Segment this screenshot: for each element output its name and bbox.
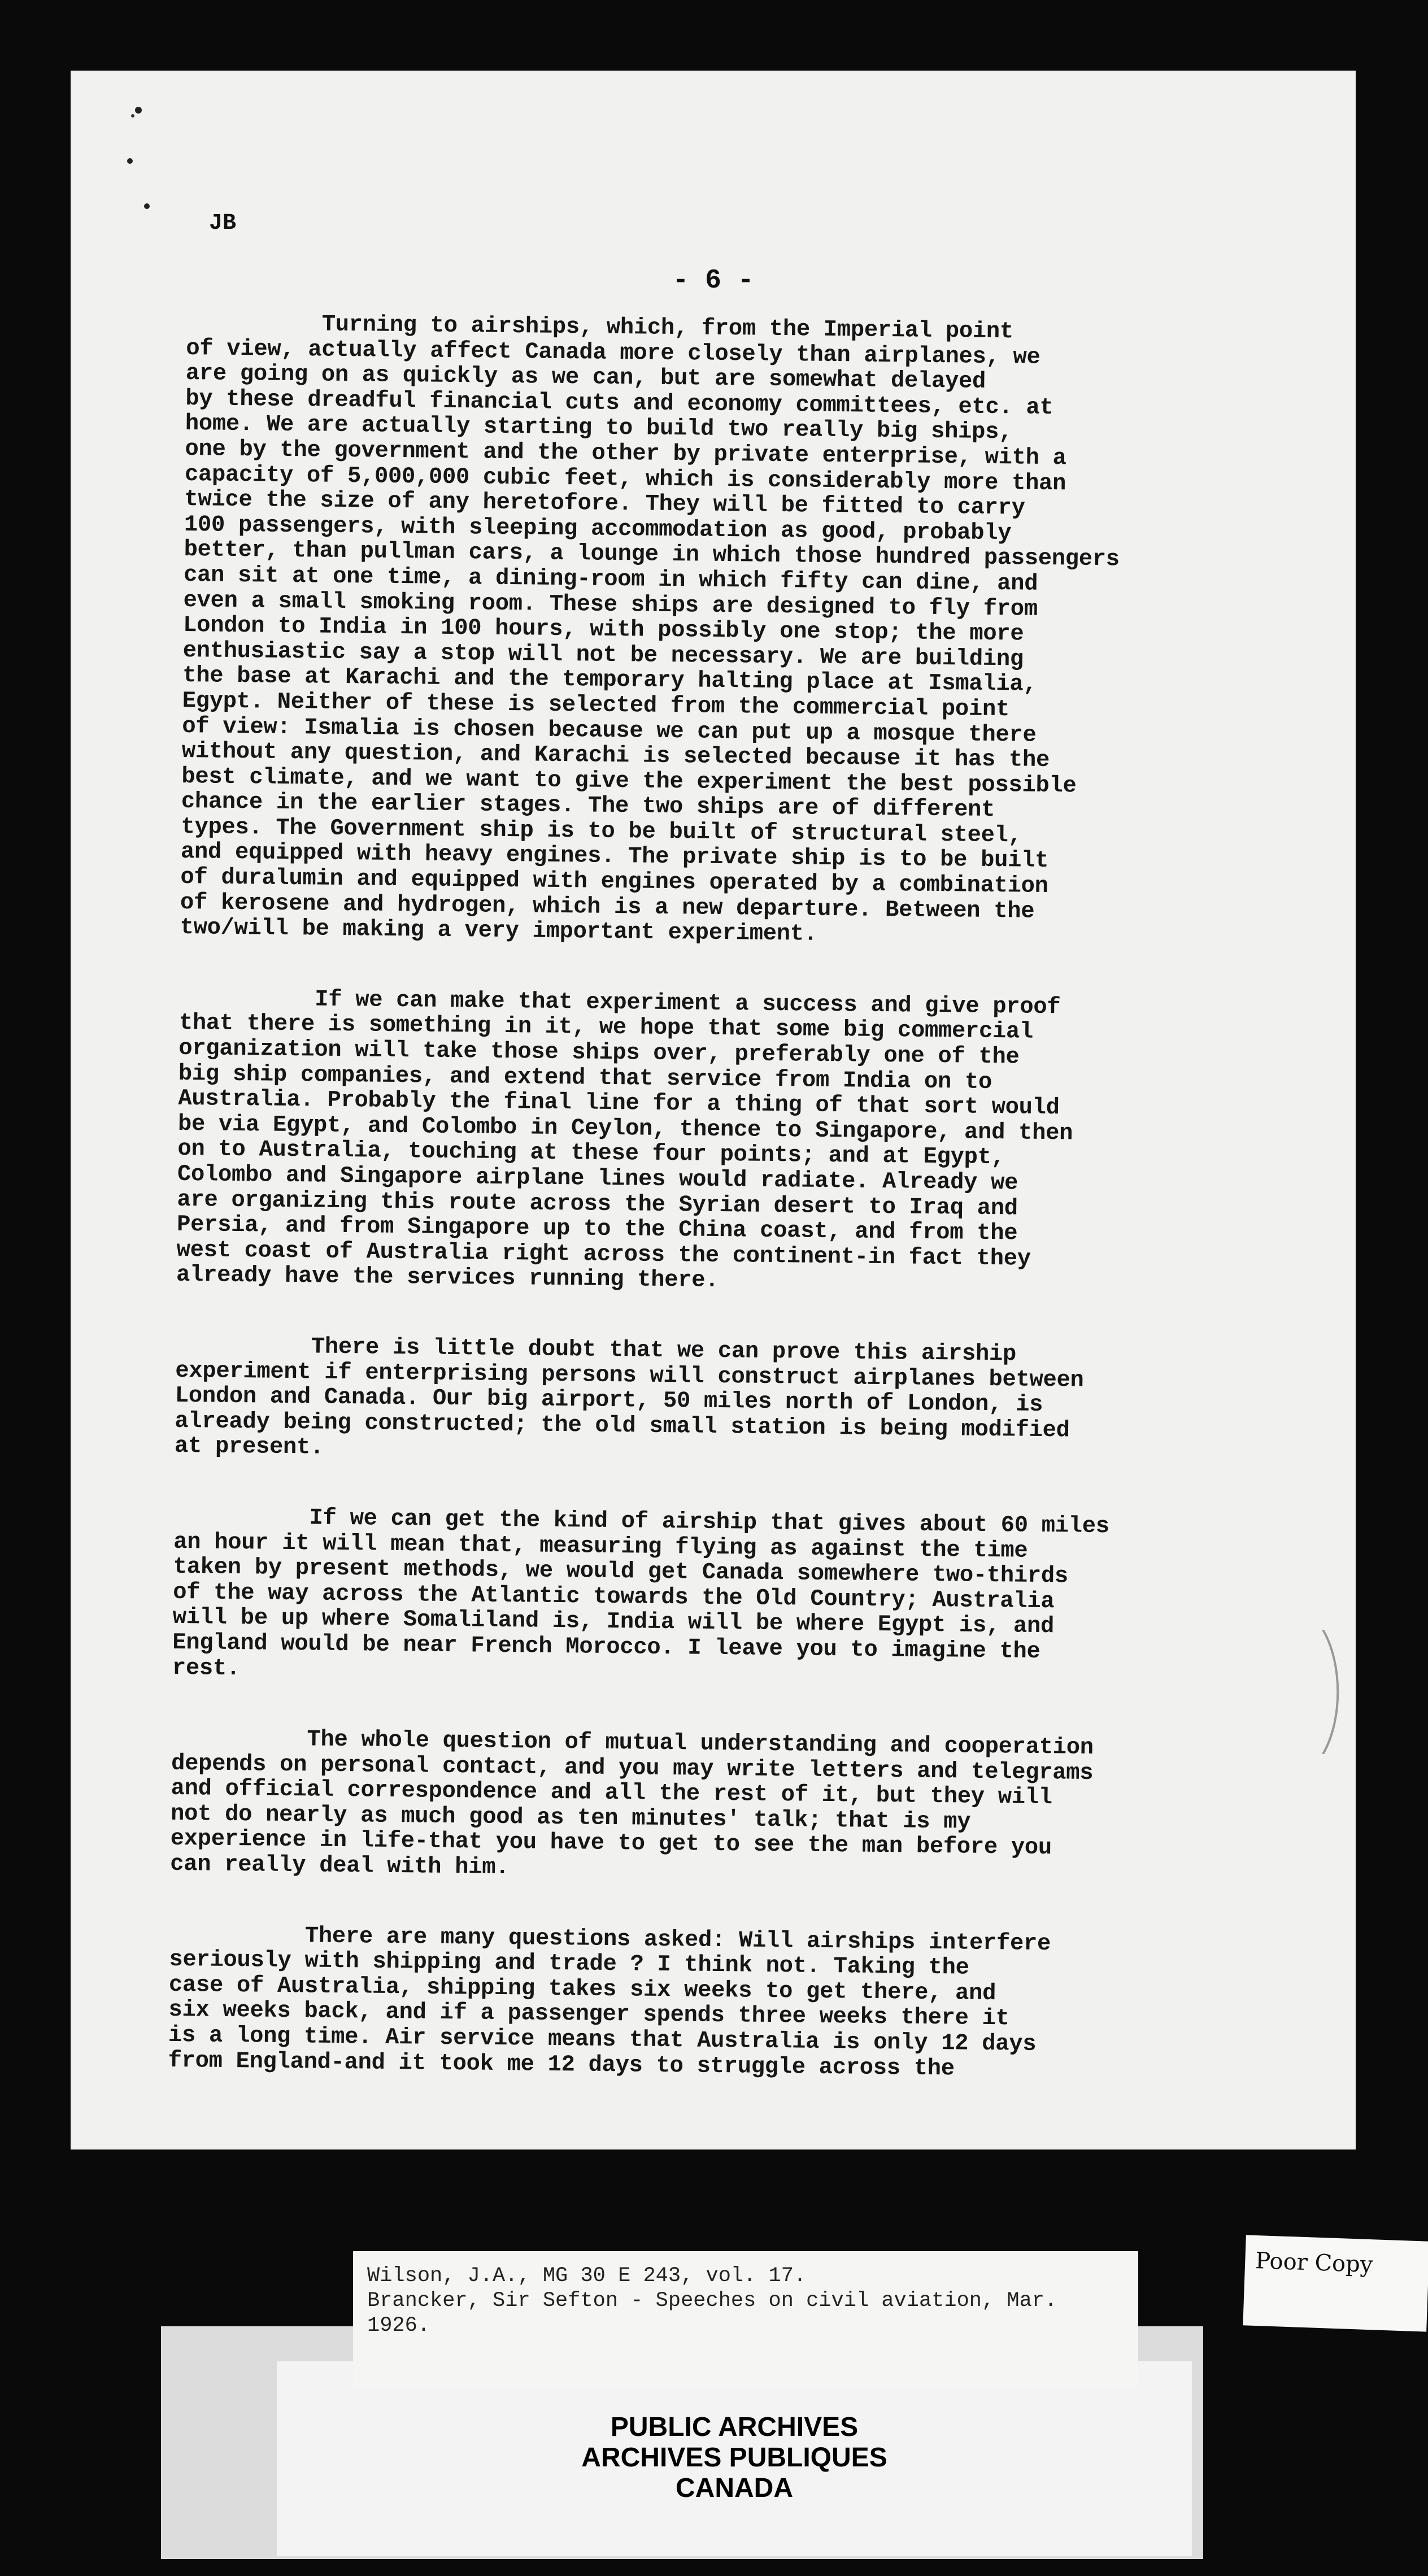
paragraph-airships: Turning to airships, which, from the Imperial point of view, actually affect Canada more closely than airplanes, we are going on as quickly as we can, but are somewhat delayed by these dreadful financial cuts and economy committees, etc. at home. We are actually starting to build two really big ships, one by the government and the other by private enterprise, with a capacity of 5,000,000 cubic feet, which is considerably more than twice the size of any heretofore. They will be fitted to carry 100 passengers, with sleeping accommodation as good, probably better, than pullman cars, a lounge in which those hundred passengers can sit at one time, a dining-room in which fifty can dine, and even a small smoking room. These ships are designed to fly from London to India in 100 hours, with possibly one stop; the more enthusiastic say a stop will not be necessary. We are building the base at Karachi and the temporary halting place at Ismalia, Egypt. Neither of these is selected from the commercial point of view: Ismalia is chosen because we can put up a mosque there without any question, and Karachi is selected because it has the best climate, and we want to give the experiment the best possible chance in the earlier stages. The two ships are of different types. The Government ship is to be built of structural steel, and equipped with heavy engines. The private ship is to be built of duralumin and equipped with engines operated by a combination of kerosene and hydrogen, which is a new departure. Between the two/will be making a very important experiment.	[180, 311, 1120, 948]
paragraph-questions: There are many questions asked: Will airships interfere seriously with shipping and trade ? I think not. Taking the case of Australia, shipping takes six weeks to get there, and six weeks back, and if a passenger spends three weeks there it is a long time. Air service means that Australia is only 12 days from England-and it took me 12 days to struggle across the	[168, 1923, 1051, 2082]
archive-stamp-line2: ARCHIVES PUBLIQUES	[581, 2443, 887, 2473]
archive-label-line2: Brancker, Sir Sefton - Speeches on civil aviation, Mar.	[367, 2289, 1057, 2313]
speck-marks	[116, 93, 184, 223]
handwritten-poor-copy-note: Poor Copy	[1243, 2235, 1428, 2331]
document-page	[71, 71, 1356, 2149]
page-edge-curl	[1317, 1630, 1346, 1754]
paragraph-airport: There is little doubt that we can prove this airship experiment if enterprising persons will construct airplanes between London and Canada. Our big airport, 50 miles north of London, is already being constructed; the old small station is being modified at present.	[174, 1334, 1084, 1461]
archive-stamp	[277, 2412, 1192, 2504]
archive-label-line3: 1926.	[367, 2314, 430, 2338]
paragraph-commercial: If we can make that experiment a success and give proof that there is something in it, we hope that some big commercial organization will take those ships over, preferably one of the big ship companies, and extend that service from India on to Australia. Probably the final line for a thing of that sort would be via Egypt, and Colombo in Ceylon, thence to Singapore, and then on to Australia, touching at these four points; and at Egypt, Colombo and Singapore airplane lines would radiate. Already we are organizing this route across the Syrian desert to Iraq and Persia, and from Singapore up to the China coast, and from the west coast of Australia right across the continent-in fact they already have the services running there.	[176, 986, 1073, 1294]
archive-stamp-line1: PUBLIC ARCHIVES	[610, 2412, 859, 2442]
typist-initials: JB	[209, 211, 237, 236]
archive-reference-label	[353, 2251, 1138, 2387]
archive-stamp-line3: CANADA	[676, 2473, 793, 2503]
paragraph-contact: The whole question of mutual understanding and cooperation depends on personal contact, and you may write letters and telegrams and official correspondence and all the rest of it, but they will not do nearly as much good as ten minutes' talk; that is my experience in life-that you have to get to see the man before you can really deal with him.	[169, 1726, 1094, 1881]
page-number: - 6 -	[672, 266, 754, 296]
archive-label-line1: Wilson, J.A., MG 30 E 243, vol. 17.	[367, 2264, 807, 2288]
paragraph-speed: If we can get the kind of airship that gives about 60 miles an hour it will mean that, measuring flying as against the time taken by present methods, we would get Canada somewhere two-thirds of the way across the Atlantic towards the Old Country; Australia will be up where Somaliland is, India will be where Egypt is, and England would be near French Morocco. I leave you to imagine the rest.	[172, 1505, 1110, 1682]
document-body	[167, 311, 1313, 2130]
